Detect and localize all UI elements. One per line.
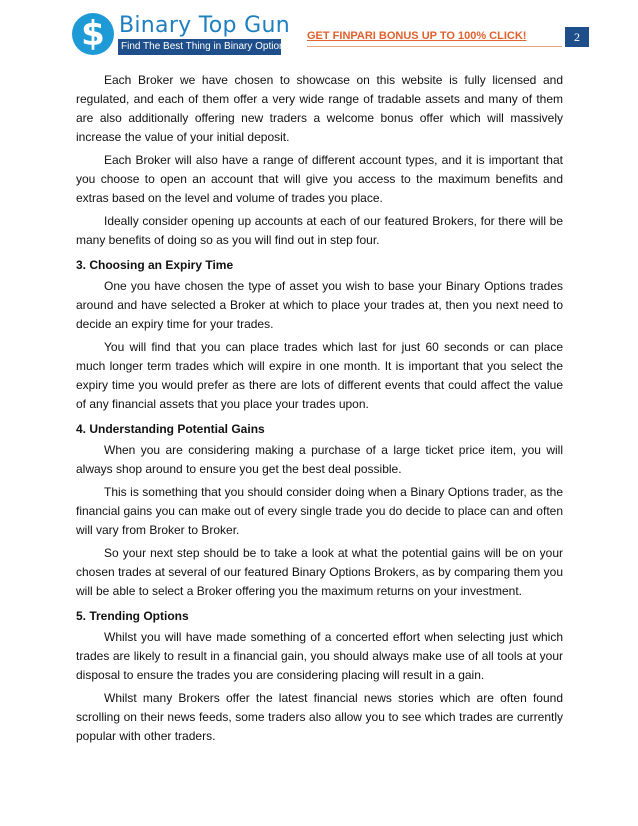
paragraph: Each Broker we have chosen to showcase on this website is fully licensed and regulated, and each of them offer a very wide range of tradable assets and many of them are also additionally offering new traders a welcome bonus offer which will massively increase the value of your initial deposit. (76, 73, 563, 144)
logo-title: Binary Top Gun (119, 13, 290, 38)
paragraph: Ideally consider opening up accounts at each of our featured Brokers, for there will be many benefits of doing so as you will find out in step four. (76, 214, 563, 247)
paragraph: So your next step should be to take a look at what the potential gains will be on your chosen trades at several of our featured Binary Options Brokers, as by comparing them you will be able to select a Broker offering you the maximum returns on your investment. (76, 546, 563, 598)
paragraph: Whilst you will have made something of a concerted effort when selecting just which trades are likely to result in a financial gain, you should always make use of all tools at your disposal to ensure the trades you are considering placing will result in a gain. (76, 630, 563, 682)
section-heading: 5. Trending Options (76, 609, 189, 623)
paragraph: When you are considering making a purchase of a large ticket price item, you will always shop around to ensure you get the best deal possible. (76, 443, 563, 476)
page-header (0, 0, 638, 60)
brand-logo[interactable] (72, 13, 290, 59)
dollar-icon: $ (72, 13, 114, 55)
page-number: 2 (565, 27, 589, 47)
header-divider (307, 46, 562, 47)
paragraph: Each Broker will also have a range of different account types, and it is important that you choose to open an account that will give you access to the maximum benefits and extras based on the level and volume of trades you place. (76, 153, 563, 205)
bonus-link[interactable] (307, 30, 526, 42)
paragraph: One you have chosen the type of asset you wish to base your Binary Options trades around and have selected a Broker at which to place your trades at, then you next need to decide an expiry time for your trades. (76, 279, 563, 331)
document-body (76, 71, 563, 750)
paragraph: Whilst many Brokers offer the latest financial news stories which are often found scrolling on their news feeds, some traders also allow you to see which trades are currently popular with other traders. (76, 691, 563, 743)
paragraph: This is something that you should consider doing when a Binary Options trader, as the financial gains you can make out of every single trade you do decide to place can and often will vary from Broker to Broker. (76, 485, 563, 537)
bonus-link-suffix: ! (522, 30, 527, 42)
section-heading: 3. Choosing an Expiry Time (76, 258, 234, 272)
bonus-link-text[interactable]: GET FINPARI BONUS UP TO 100% CLICK (307, 30, 523, 42)
section-heading: 4. Understanding Potential Gains (76, 422, 265, 436)
logo-tagline: Find The Best Thing in Binary Options (118, 39, 281, 55)
paragraph: You will find that you can place trades which last for just 60 seconds or can place much longer term trades which will expire in one month. It is important that you select the expiry time you would prefer as there are lots of different events that could affect the value of any financial assets that you place your trades upon. (76, 340, 563, 411)
